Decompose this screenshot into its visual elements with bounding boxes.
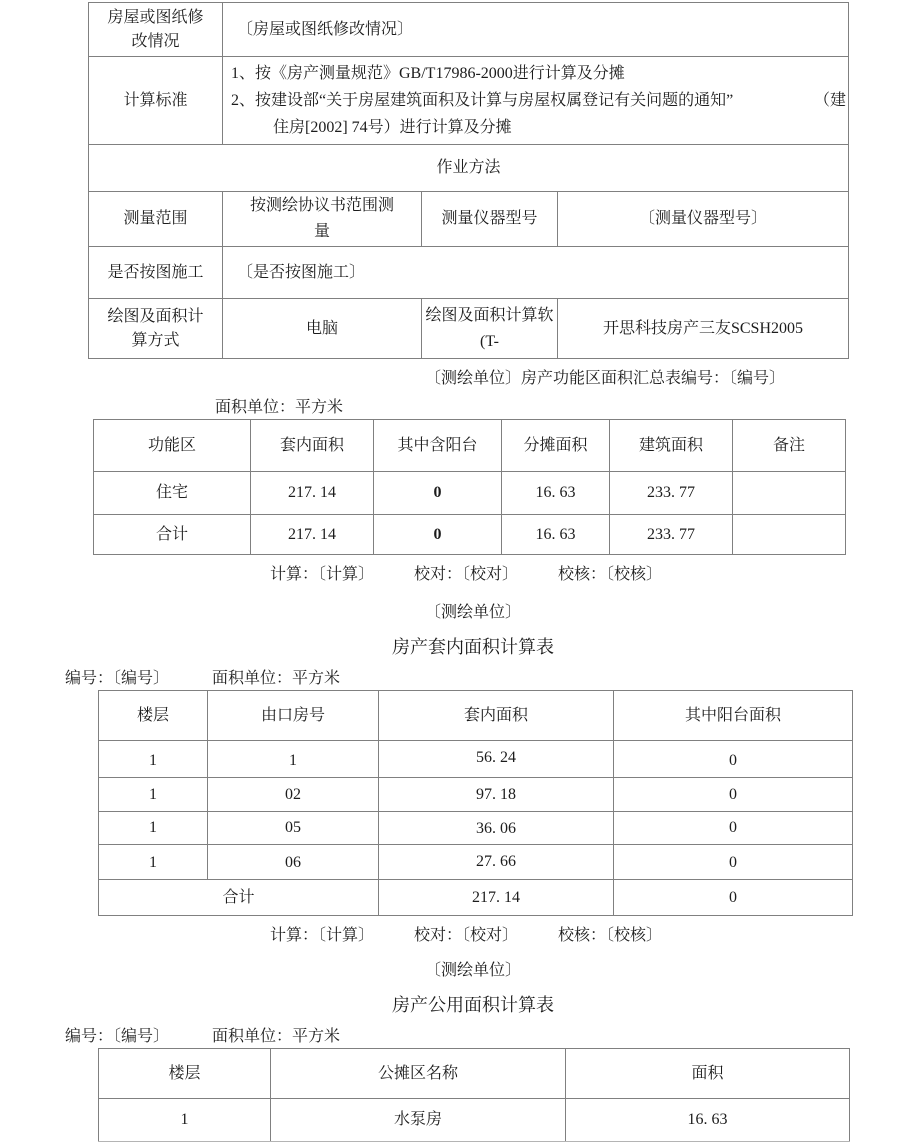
column-header: 功能区 (94, 420, 251, 472)
calc-standard-line2-text: 2、按建设部“关于房屋建筑面积及计算与房屋权属登记有关问题的通知” (231, 92, 734, 109)
room-no-cell: 1 (208, 741, 379, 778)
column-header: 套内面积 (379, 691, 614, 741)
table-row (89, 247, 849, 299)
table-row (89, 3, 849, 57)
verify-signature: 校核：〔校核〕 (558, 566, 663, 583)
calc-standard-label: 计算标准 (89, 57, 223, 145)
area-unit-note: 面积单位：平方米 (212, 670, 341, 687)
area-cell: 16. 63 (566, 1099, 850, 1142)
floor-cell: 1 (99, 778, 208, 812)
floor-cell: 1 (99, 1099, 271, 1142)
building-area-cell: 233. 77 (610, 515, 733, 555)
balcony-area-cell: 0 (614, 812, 853, 845)
work-method-header: 作业方法 (89, 145, 849, 192)
doc-number-label: 编号：〔编号〕 (65, 1028, 170, 1045)
building-area-cell: 233. 77 (610, 472, 733, 515)
drawing-calc-mode-label: 绘图及面积计算方式 (89, 299, 223, 359)
modification-value: 〔房屋或图纸修改情况〕 (223, 3, 849, 57)
table-row (89, 145, 849, 192)
table-row (99, 741, 853, 778)
balcony-area-cell: 0 (374, 515, 502, 555)
column-header: 备注 (733, 420, 846, 472)
column-header: 公摊区名称 (271, 1049, 566, 1099)
calc-signature: 计算：〔计算〕 (270, 566, 375, 583)
floor-cell: 1 (99, 812, 208, 845)
interior-area-table (98, 690, 853, 916)
area-unit-note: 面积单位：平方米 (215, 399, 344, 416)
doc-number-label: 编号：〔编号〕 (65, 670, 170, 687)
remark-cell (733, 472, 846, 515)
floor-cell: 1 (99, 845, 208, 880)
func-zone-cell: 合计 (94, 515, 251, 555)
calc-software-label: 绘图及面积计算软(T- (422, 299, 558, 359)
survey-unit-placeholder: 〔测绘单位〕 (424, 962, 521, 979)
column-header: 套内面积 (251, 420, 374, 472)
calc-standard-line1: 1、按《房产测量规范》GB/T17986-2000进行计算及分摊 (231, 65, 625, 82)
table-row (89, 57, 849, 145)
public-area-table (98, 1048, 850, 1142)
table-total-row (94, 515, 846, 555)
balcony-area-cell: 0 (614, 778, 853, 812)
inner-area-cell: 27. 66 (379, 845, 614, 880)
table-row (89, 299, 849, 359)
calc-software-value: 开思科技房产三友SCSH2005 (558, 299, 849, 359)
table-row (99, 1099, 850, 1142)
per-drawing-label: 是否按图施工 (89, 247, 223, 299)
survey-unit-placeholder: 〔测绘单位〕 (424, 604, 521, 621)
inner-area-cell: 56. 24 (379, 741, 614, 778)
table-row (89, 192, 849, 247)
floor-cell: 1 (99, 741, 208, 778)
room-no-cell: 02 (208, 778, 379, 812)
remark-cell (733, 515, 846, 555)
inner-area-cell: 217. 14 (251, 515, 374, 555)
column-header: 楼层 (99, 1049, 271, 1099)
calc-standard-line2-suffix: （建 (813, 92, 846, 109)
column-header: 其中阳台面积 (614, 691, 853, 741)
calc-standard-line3: 住房[2002] 74号）进行计算及分摊 (273, 119, 512, 136)
room-no-cell: 05 (208, 812, 379, 845)
balcony-area-cell: 0 (614, 845, 853, 880)
inner-area-cell: 217. 14 (251, 472, 374, 515)
instrument-model-value: 〔测量仪器型号〕 (558, 192, 849, 247)
calc-signature: 计算：〔计算〕 (270, 927, 375, 944)
inner-area-cell: 36. 06 (379, 812, 614, 845)
shared-area-cell: 16. 63 (502, 515, 610, 555)
drawing-calc-mode-value: 电脑 (223, 299, 422, 359)
inner-area-total-cell: 217. 14 (379, 880, 614, 916)
column-header: 其中含阳台 (374, 420, 502, 472)
instrument-model-label: 测量仪器型号 (422, 192, 558, 247)
area-unit-note: 面积单位：平方米 (212, 1028, 341, 1045)
inner-area-cell: 97. 18 (379, 778, 614, 812)
table-row (99, 778, 853, 812)
modification-label: 房屋或图纸修改情况 (89, 3, 223, 57)
table-total-row (99, 880, 853, 916)
public-area-table-title: 房产公用面积计算表 (392, 995, 554, 1015)
column-header: 分摊面积 (502, 420, 610, 472)
table-header-row (94, 420, 846, 472)
column-header: 面积 (566, 1049, 850, 1099)
verify-signature: 校核：〔校核〕 (558, 927, 663, 944)
table-row (94, 472, 846, 515)
column-header: 建筑面积 (610, 420, 733, 472)
calc-standard-line2 (231, 87, 848, 114)
total-label-cell: 合计 (99, 880, 379, 916)
summary-table-caption: 〔测绘单位〕房产功能区面积汇总表编号：〔编号〕 (425, 370, 786, 387)
func-zone-cell: 住宅 (94, 472, 251, 515)
room-no-cell: 06 (208, 845, 379, 880)
code-line (65, 669, 920, 688)
shared-area-cell: 16. 63 (502, 472, 610, 515)
balcony-area-total-cell: 0 (614, 880, 853, 916)
signature-line (270, 565, 920, 585)
column-header: 楼层 (99, 691, 208, 741)
shared-zone-name-cell: 水泵房 (271, 1099, 566, 1142)
per-drawing-value: 〔是否按图施工〕 (223, 247, 849, 299)
survey-method-table (88, 2, 849, 359)
check-signature: 校对：〔校对〕 (414, 927, 519, 944)
signature-line (270, 926, 920, 946)
balcony-area-cell: 0 (374, 472, 502, 515)
check-signature: 校对：〔校对〕 (414, 566, 519, 583)
functional-area-summary-table (93, 419, 846, 555)
calc-standard-value (223, 57, 849, 145)
survey-scope-label: 测量范围 (89, 192, 223, 247)
code-line (65, 1027, 920, 1046)
survey-scope-value: 按测绘协议书范围测量 (223, 192, 422, 247)
table-row (99, 812, 853, 845)
table-header-row (99, 691, 853, 741)
balcony-area-cell: 0 (614, 741, 853, 778)
column-header: 由口房号 (208, 691, 379, 741)
table-header-row (99, 1049, 850, 1099)
table-row (99, 845, 853, 880)
interior-area-table-title: 房产套内面积计算表 (392, 637, 554, 657)
